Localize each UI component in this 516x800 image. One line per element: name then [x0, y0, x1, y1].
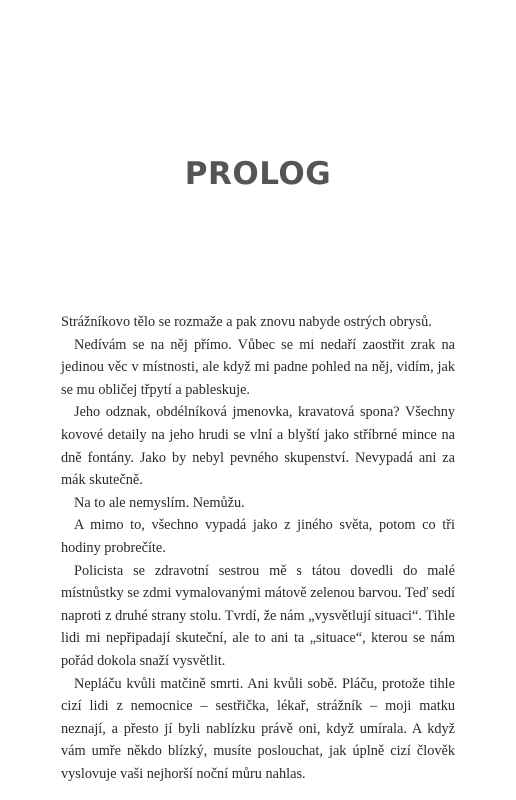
paragraph: Jeho odznak, obdélníková jmenovka, kravatová spona? Všechny kovové detaily na jeho hrudi se vlní a blyští jako stříbrné mince na dně fontány. Jako by nebyl pevného skupenství. Nevypadá ani za mák skutečně.: [61, 404, 455, 489]
paragraph: Na to ale nemyslím. Nemůžu.: [74, 494, 245, 511]
chapter-title: PROLOG: [184, 156, 332, 192]
paragraph: Nepláču kvůli matčině smrti. Ani kvůli sobě. Pláču, protože tihle cizí lidi z nemocnice – sestřička, lékař, strážník – moji matku neznají, a přesto jí byli nablízku právě oni, když umírala. A když vám umře někdo blízký, musíte poslouchat, jak úplně cizí člověk vyslovuje vaši nejhorší noční můru nahlas.: [61, 675, 455, 782]
paragraph: Strážníkovo tělo se rozmaže a pak znovu nabyde ostrých obrysů.: [61, 314, 432, 330]
chapter-body: [61, 311, 455, 785]
paragraph: Policista se zdravotní sestrou mě s tátou dovedli do malé místnůstky se zdmi vymalovanými mátově zelenou barvou. Teď sedí naproti z druhé strany stolu. Tvrdí, že nám „vysvětlují situaci“. Tihle lidi mi nepřipadají skuteční, ale to ani ta „situace“, kterou se nám pořád dokola snaží vysvětlit.: [61, 562, 455, 669]
paragraph: A mimo to, všechno vypadá jako z jiného světa, potom co tři hodiny probrečíte.: [61, 517, 455, 556]
paragraph: Nedívám se na něj přímo. Vůbec se mi nedaří zaostřit zrak na jedinou věc v místnosti, ale když mi padne pohled na něj, vidím, jak se mu obličej třpytí a pableskuje.: [61, 336, 455, 398]
